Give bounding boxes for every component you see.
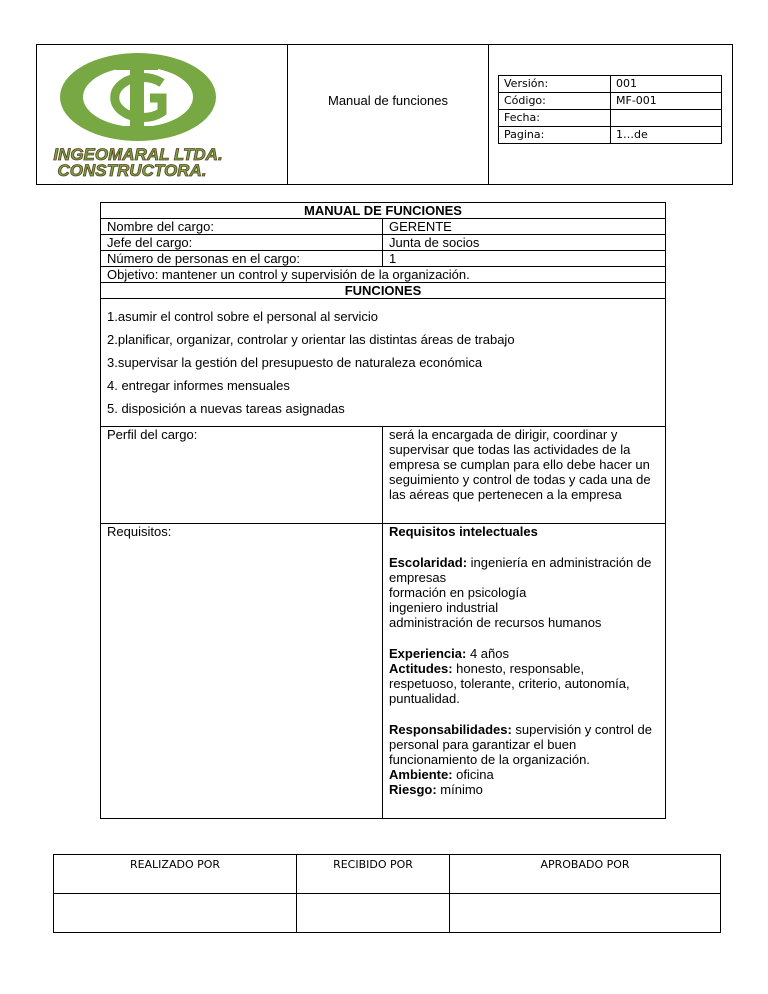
functions-manual-table (100, 202, 666, 829)
company-name-line2: CONSTRUCTORA. (57, 161, 207, 178)
meta-row (499, 110, 722, 127)
functions-title: FUNCIONES (101, 283, 666, 299)
job-name-value: GERENTE (383, 219, 666, 235)
risk-value: mínimo (436, 782, 483, 797)
schooling-label: Escolaridad: (389, 555, 468, 570)
meta-label: Versión: (499, 76, 611, 93)
boss-label: Jefe del cargo: (101, 235, 383, 251)
received-by-header: RECIBIDO POR (297, 855, 450, 894)
document-meta-table (498, 75, 722, 144)
made-by-header: REALIZADO POR (54, 855, 297, 894)
risk-label: Riesgo: (389, 782, 437, 797)
functions-list (101, 299, 666, 427)
job-name-label: Nombre del cargo: (101, 219, 383, 235)
people-count-label: Número de personas en el cargo: (101, 251, 383, 267)
meta-row (499, 93, 722, 110)
company-name-line1: INGEOMARAL LTDA. (53, 145, 223, 164)
approved-by-header: APROBADO POR (450, 855, 721, 894)
schooling (389, 555, 655, 585)
schooling-line: formación en psicología (389, 585, 527, 600)
experience-label: Experiencia: (389, 646, 467, 661)
meta-row (499, 127, 722, 144)
intellectual-requirements-heading: Requisitos intelectuales (389, 524, 538, 539)
meta-label: Pagina: (499, 127, 611, 144)
meta-value (611, 110, 722, 127)
received-by-signature[interactable] (297, 894, 450, 933)
meta-value: MF-001 (611, 93, 722, 110)
profile-text: será la encargada de dirigir, coordinar y supervisar que todas las actividades de la empresa se cumplan para ello debe hacer un seguimiento y control de todas y cada una de las aéreas que pertenecen a la empresa (383, 427, 666, 524)
schooling-value: ingeniería en administración de empresas (389, 555, 652, 585)
requirements-label: Requisitos: (101, 524, 383, 819)
company-logo (50, 50, 230, 178)
responsibilities-label: Responsabilidades: (389, 722, 512, 737)
boss-value: Junta de socios (383, 235, 666, 251)
manual-title: MANUAL DE FUNCIONES (101, 203, 666, 219)
requirements-detail (383, 524, 666, 819)
meta-label: Código: (499, 93, 611, 110)
approved-by-signature[interactable] (450, 894, 721, 933)
responsibilities (389, 722, 655, 767)
list-item: 4. entregar informes mensuales (107, 378, 290, 393)
attitudes-value: honesto, responsable, respetuoso, tolerante, criterio, autonomía, puntualidad. (389, 661, 630, 706)
profile-label: Perfil del cargo: (101, 427, 383, 524)
experience-value: 4 años (466, 646, 509, 661)
schooling-line: ingeniero industrial (389, 600, 499, 615)
environment-label: Ambiente: (389, 767, 453, 782)
schooling-line: administración de recursos humanos (389, 615, 602, 630)
list-item: 5. disposición a nuevas tareas asignadas (107, 401, 345, 416)
meta-value: 001 (611, 76, 722, 93)
environment-value: oficina (452, 767, 494, 782)
meta-row (499, 76, 722, 93)
environment (389, 767, 655, 782)
list-item: 3.supervisar la gestión del presupuesto de naturaleza económica (107, 355, 483, 370)
header-divider (488, 44, 489, 185)
signature-table (53, 854, 721, 933)
people-count-value: 1 (383, 251, 666, 267)
meta-label: Fecha: (499, 110, 611, 127)
list-item: 2.planificar, organizar, controlar y orientar las distintas áreas de trabajo (107, 332, 515, 347)
attitudes (389, 661, 655, 706)
meta-value: 1…de (611, 127, 722, 144)
made-by-signature[interactable] (54, 894, 297, 933)
risk (389, 782, 655, 797)
header-divider (287, 44, 288, 185)
objective: Objetivo: mantener un control y supervisión de la organización. (101, 267, 666, 283)
attitudes-label: Actitudes: (389, 661, 453, 676)
experience (389, 646, 655, 661)
list-item: 1.asumir el control sobre el personal al servicio (107, 309, 378, 324)
responsibilities-value: supervisión y control de personal para garantizar el buen funcionamiento de la organización. (389, 722, 652, 767)
page-title: Manual de funciones (328, 93, 448, 108)
